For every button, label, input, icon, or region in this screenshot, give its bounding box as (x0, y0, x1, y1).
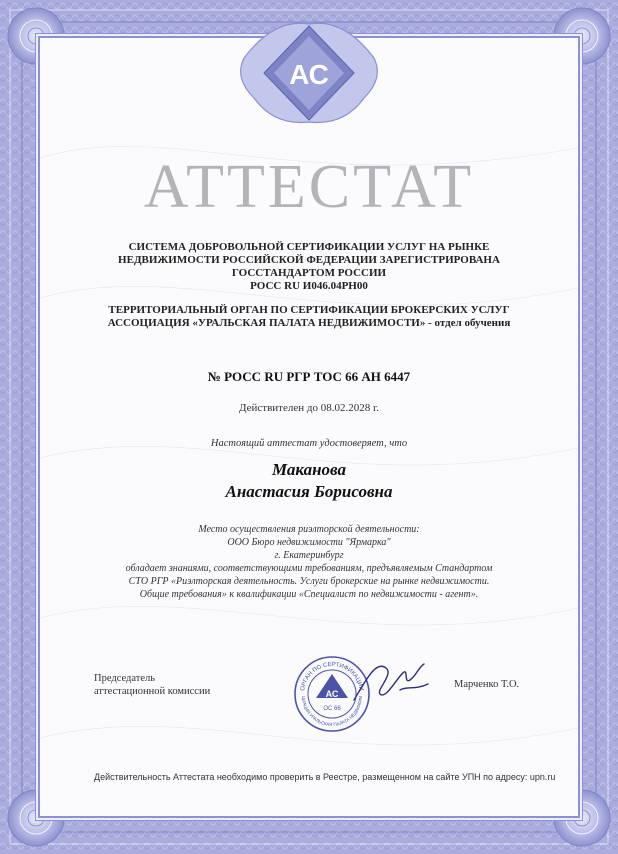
details-line: обладает знаниями, соответствующими требованиям, предъявляемым Стандартом (125, 563, 493, 574)
association-emblem-icon (234, 18, 384, 128)
details-line: Место осуществления риэлторской деятельности: (198, 524, 420, 535)
issuing-body-line: АССОЦИАЦИЯ «УРАЛЬСКАЯ ПАЛАТА НЕДВИЖИМОСТИ» - отдел обучения (107, 317, 511, 329)
svg-text:АС: АС (325, 689, 339, 699)
holder-name (40, 459, 578, 503)
stamp-code: ОС 66 (323, 706, 341, 712)
system-line: ГОССТАНДАРТОМ РОССИИ (231, 267, 387, 279)
stamp-bottom-text: ЦИАЦИЯ УРАЛЬСКАЯ ПАЛАТА НЕДВИЖИМ (300, 695, 364, 728)
document-title: АТТЕСТАТ (143, 153, 475, 221)
certification-system-block (60, 241, 558, 293)
chair-line: аттестационной комиссии (94, 686, 211, 697)
commission-chair-label (94, 672, 210, 698)
holder-given-names: Анастасия Борисовна (225, 482, 393, 501)
system-registration: РОСС RU И046.04РН00 (250, 280, 368, 292)
details-line: Общие требования» к квалификации «Специалист по недвижимости - агент». (139, 589, 479, 600)
issuing-body-block (60, 304, 558, 330)
svg-text:АС: АС (289, 59, 329, 90)
issuing-body-line: ТЕРРИТОРИАЛЬНЫЙ ОРГАН ПО СЕРТИФИКАЦИИ БРОКЕРСКИХ УСЛУГ (108, 304, 510, 316)
system-line: НЕДВИЖИМОСТИ РОССИЙСКОЙ ФЕДЕРАЦИИ ЗАРЕГИСТРИРОВАНА (118, 254, 500, 266)
registration-number: № РОСС RU РГР ТОС 66 АН 6447 (207, 369, 411, 384)
holder-surname: Маканова (272, 460, 346, 479)
qualification-details (60, 523, 558, 601)
system-line: СИСТЕМА ДОБРОВОЛЬНОЙ СЕРТИФИКАЦИИ УСЛУГ НА РЫНКЕ (128, 241, 490, 253)
details-line: СТО РГР «Риэлторская деятельность. Услуги брокерские на рынке недвижимости. (128, 576, 490, 587)
handwritten-signature (346, 650, 436, 710)
chair-line: Председатель (94, 673, 156, 684)
valid-until: Действителен до 08.02.2028 г. (239, 402, 379, 414)
signer-name: Марченко Т.О. (454, 679, 520, 690)
certifies-statement: Настоящий аттестат удостоверяет, что (210, 438, 408, 449)
registry-footer-note: Действительность Аттестата необходимо проверить в Реестре, размещенном на сайте УПН по адресу: upn.ru (94, 772, 556, 782)
stamp-top-text: ОРГАН ПО СЕРТИФИКАЦИИ (300, 661, 364, 692)
details-line: г. Екатеринбург (274, 550, 344, 561)
details-line: ООО Бюро недвижимости "Ярмарка" (227, 537, 391, 548)
